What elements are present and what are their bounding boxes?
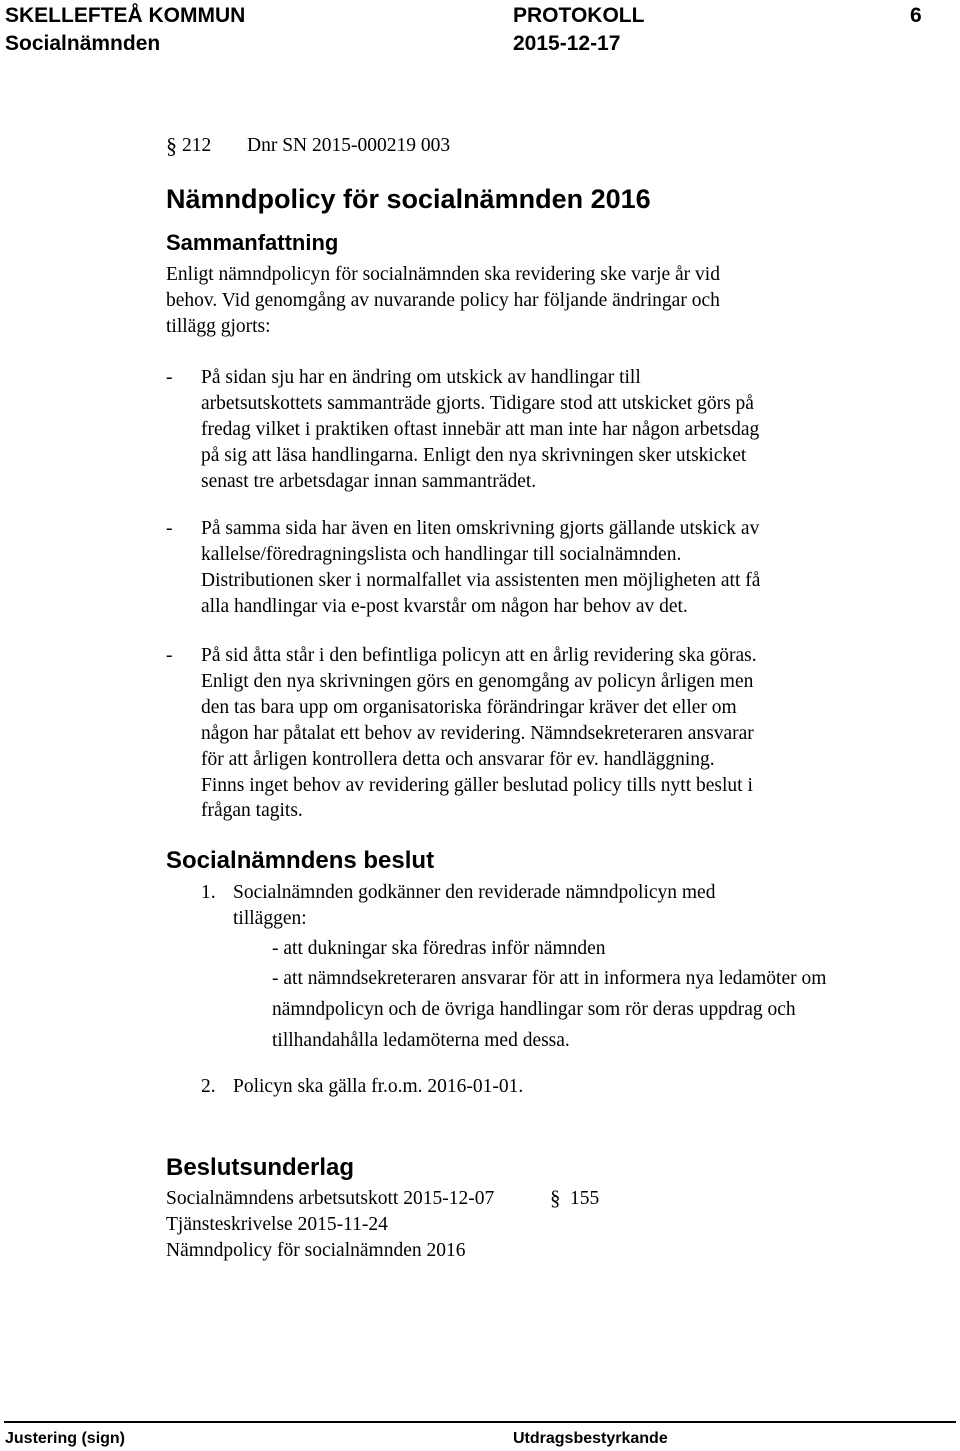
bullet-line: för att årligen kontrollera detta och ansvarar för ev. handläggning. [201,748,715,770]
bullet-item [201,516,760,620]
bullet-item [201,365,759,495]
bullet-line: Distributionen sker i normalfallet via assistenten men möjligheten att få [201,569,761,591]
header-org: SKELLEFTEÅ KOMMUN [5,4,246,27]
decision-sub-item: - att dukningar ska föredras inför nämnden [272,938,606,959]
bullet-line: någon har påtalat ett behov av revidering. Nämndsekreteraren ansvarar [201,722,754,744]
decision-item-text: Socialnämnden godkänner den reviderade nämndpolicyn med [233,882,716,903]
summary-intro-line: behov. Vid genomgång av nuvarande policy har följande ändringar och [166,289,720,311]
bullet-marker: - [166,518,173,539]
bullet-line: arbetsutskottets sammanträde gjorts. Tidigare stod att utskicket görs på [201,392,754,414]
bullet-line: Finns inget behov av revidering gäller beslutad policy tills nytt beslut i [201,774,753,796]
basis-heading: Beslutsunderlag [166,1154,355,1181]
decision-item-number: 2. [201,1076,216,1097]
decision-heading: Socialnämndens beslut [166,847,435,874]
bullet-item [201,643,757,824]
header-doc-type: PROTOKOLL [513,4,645,27]
bullet-line: På sidan sju har en ändring om utskick av handlingar till [201,367,641,388]
bullet-line: på sig att läsa handlingarna. Enligt den nya skrivningen sker utskicket [201,444,747,466]
bullet-line: På samma sida har även en liten omskrivning gjorts gällande utskick av [201,518,760,539]
bullet-line: frågan tagits. [201,800,303,822]
bullet-line: alla handlingar via e-post kvarstår om någon har behov av det. [201,595,688,617]
decision-sub-item: nämndpolicyn och de övriga handlingar som rör deras uppdrag och [272,999,796,1020]
bullet-line: Enligt den nya skrivningen görs en genomgång av policyn årligen men [201,670,754,692]
page-number: 6 [910,4,922,27]
diary-number: Dnr SN 2015-000219 003 [247,135,451,156]
bullet-marker: - [166,367,173,388]
basis-line: Tjänsteskrivelse 2015-11-24 [166,1214,388,1235]
header-department: Socialnämnden [5,32,161,55]
summary-intro-line: tillägg gjorts: [166,315,271,337]
section-sign: § [166,133,177,158]
summary-intro [166,262,720,340]
basis-line: Socialnämndens arbetsutskott 2015-12-07 [166,1188,495,1209]
footer-divider [4,1421,956,1423]
header-date: 2015-12-17 [513,32,621,55]
decision-sub-item: tillhandahålla ledamöterna med dessa. [272,1030,570,1051]
bullet-line: den tas bara upp om organisatoriska förändringar kräver det eller om [201,696,737,718]
section-number: 212 [182,135,212,156]
summary-intro-line: Enligt nämndpolicyn för socialnämnden ska revidering ske varje år vid [166,264,720,285]
bullet-line: fredag vilket i praktiken oftast innebär att man inte har någon arbetsdag [201,418,760,440]
summary-heading: Sammanfattning [166,230,339,255]
bullet-line: På sid åtta står i den befintliga policyn att en årlig revidering ska göras. [201,645,757,666]
decision-item-text: tilläggen: [233,908,307,929]
basis-line: 155 [570,1188,600,1209]
decision-sub-item: - att nämndsekreteraren ansvarar för att in informera nya ledamöter om [272,968,827,989]
bullet-line: senast tre arbetsdagar innan sammanträdet. [201,470,537,492]
footer-utdragsbestyrkande: Utdragsbestyrkande [513,1430,668,1447]
footer-justering: Justering (sign) [5,1430,126,1447]
basis-line: Nämndpolicy för socialnämnden 2016 [166,1240,466,1261]
bullet-marker: - [166,645,173,666]
page-title: Nämndpolicy för socialnämnden 2016 [166,184,651,214]
decision-item-number: 1. [201,882,216,903]
bullet-line: kallelse/föredragningslista och handlingar till socialnämnden. [201,543,682,565]
decision-item-text: Policyn ska gälla fr.o.m. 2016-01-01. [233,1076,524,1097]
section-sign: § [550,1186,561,1210]
